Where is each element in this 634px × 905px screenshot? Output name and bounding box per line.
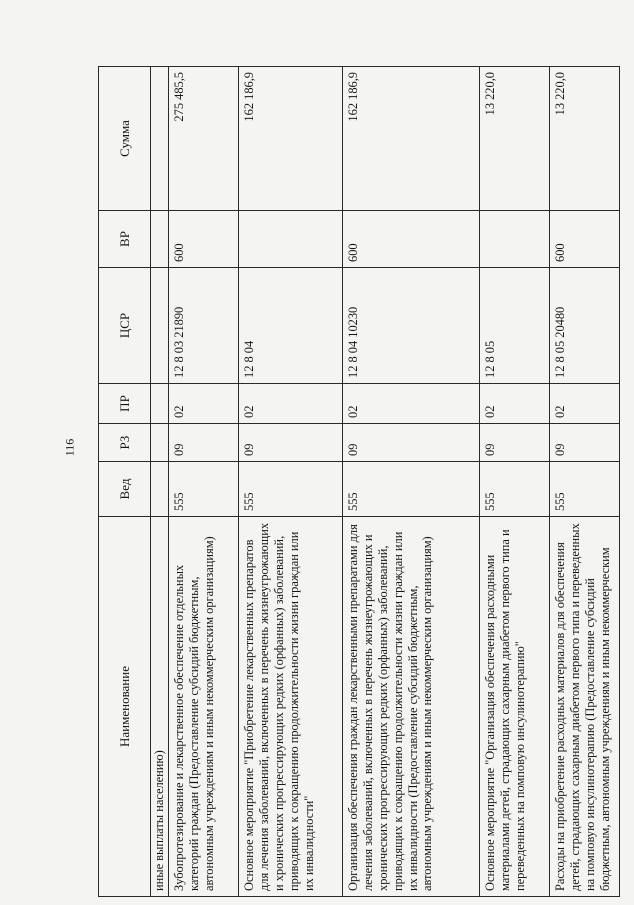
cell-rz — [151, 424, 169, 462]
header-csr: ЦСР — [99, 268, 151, 384]
cell-name: иные выплаты населению) — [151, 517, 169, 897]
cell-pr: 02 — [239, 384, 343, 424]
cell-sum: 13 220,0 — [480, 67, 550, 211]
page-number: 116 — [62, 438, 77, 457]
cell-vr — [151, 211, 169, 268]
rotated-table-container — [98, 67, 612, 897]
table-row — [343, 67, 480, 897]
cell-sum: 13 220,0 — [550, 67, 620, 211]
cell-vr: 600 — [550, 211, 620, 268]
cell-vr — [480, 211, 550, 268]
cell-name: Организация обеспечения граждан лекарственными препаратами для лечения заболеваний, включенных в перечень жизнеугрожающих и хронических прогрессирующих редких (орфанных) заболеваний, приводящих к сокращению продолжительности жизни граждан или их инвалидности (Предоставление субсидий бюджетным, автономным учреждениям и иным некоммерческим организациям) — [343, 517, 480, 897]
cell-vr: 600 — [343, 211, 480, 268]
cell-csr: 12 8 04 — [239, 268, 343, 384]
cell-csr — [151, 268, 169, 384]
cell-vr — [239, 211, 343, 268]
budget-table — [98, 66, 620, 897]
cell-csr: 12 8 05 — [480, 268, 550, 384]
table-row — [239, 67, 343, 897]
cell-ved: 555 — [550, 462, 620, 517]
cell-rz: 09 — [343, 424, 480, 462]
cell-ved: 555 — [480, 462, 550, 517]
table-row — [480, 67, 550, 897]
cell-csr: 12 8 04 10230 — [343, 268, 480, 384]
cell-sum — [151, 67, 169, 211]
table-row — [169, 67, 239, 897]
cell-ved: 555 — [169, 462, 239, 517]
cell-sum: 275 485,5 — [169, 67, 239, 211]
header-rz: РЗ — [99, 424, 151, 462]
cell-name: Основное мероприятие "Приобретение лекарственных препаратов для лечения заболеваний, включенных в перечень жизнеугрожающих и хронических прогрессирующих редких (орфанных) заболеваний, приводящих к сокращению продолжительности жизни граждан или их инвалидности" — [239, 517, 343, 897]
cell-name: Зубопротезирование и лекарственное обеспечение отдельных категорий граждан (Предоставление субсидий бюджетным, автономным учреждениям и иным некоммерческим организациям) — [169, 517, 239, 897]
cell-pr: 02 — [480, 384, 550, 424]
header-sum: Сумма — [99, 67, 151, 211]
cell-name: Расходы на приобретение расходных материалов для обеспечения детей, страдающих сахарным диабетом первого типа и переведенных на помповую инсулинотерапию (Предоставление субсидий бюджетным, автономным учреждениям и иным некоммерческим — [550, 517, 620, 897]
cell-rz: 09 — [169, 424, 239, 462]
table-row — [151, 67, 169, 897]
header-ved: Вед — [99, 462, 151, 517]
cell-ved: 555 — [343, 462, 480, 517]
cell-ved: 555 — [239, 462, 343, 517]
table-row — [550, 67, 620, 897]
cell-pr: 02 — [343, 384, 480, 424]
cell-sum: 162 186,9 — [239, 67, 343, 211]
cell-csr: 12 8 05 20480 — [550, 268, 620, 384]
cell-rz: 09 — [550, 424, 620, 462]
cell-pr: 02 — [169, 384, 239, 424]
cell-rz: 09 — [480, 424, 550, 462]
cell-pr: 02 — [550, 384, 620, 424]
cell-rz: 09 — [239, 424, 343, 462]
cell-ved — [151, 462, 169, 517]
header-pr: ПР — [99, 384, 151, 424]
cell-csr: 12 8 03 21890 — [169, 268, 239, 384]
header-name: Наименование — [99, 517, 151, 897]
header-vr: ВР — [99, 211, 151, 268]
cell-vr: 600 — [169, 211, 239, 268]
cell-name: Основное мероприятие "Организация обеспечения расходными материалами детей, страдающих сахарным диабетом первого типа и переведенных на помповую инсулинотерапию" — [480, 517, 550, 897]
cell-pr — [151, 384, 169, 424]
cell-sum: 162 186,9 — [343, 67, 480, 211]
table-header-row — [99, 67, 151, 897]
